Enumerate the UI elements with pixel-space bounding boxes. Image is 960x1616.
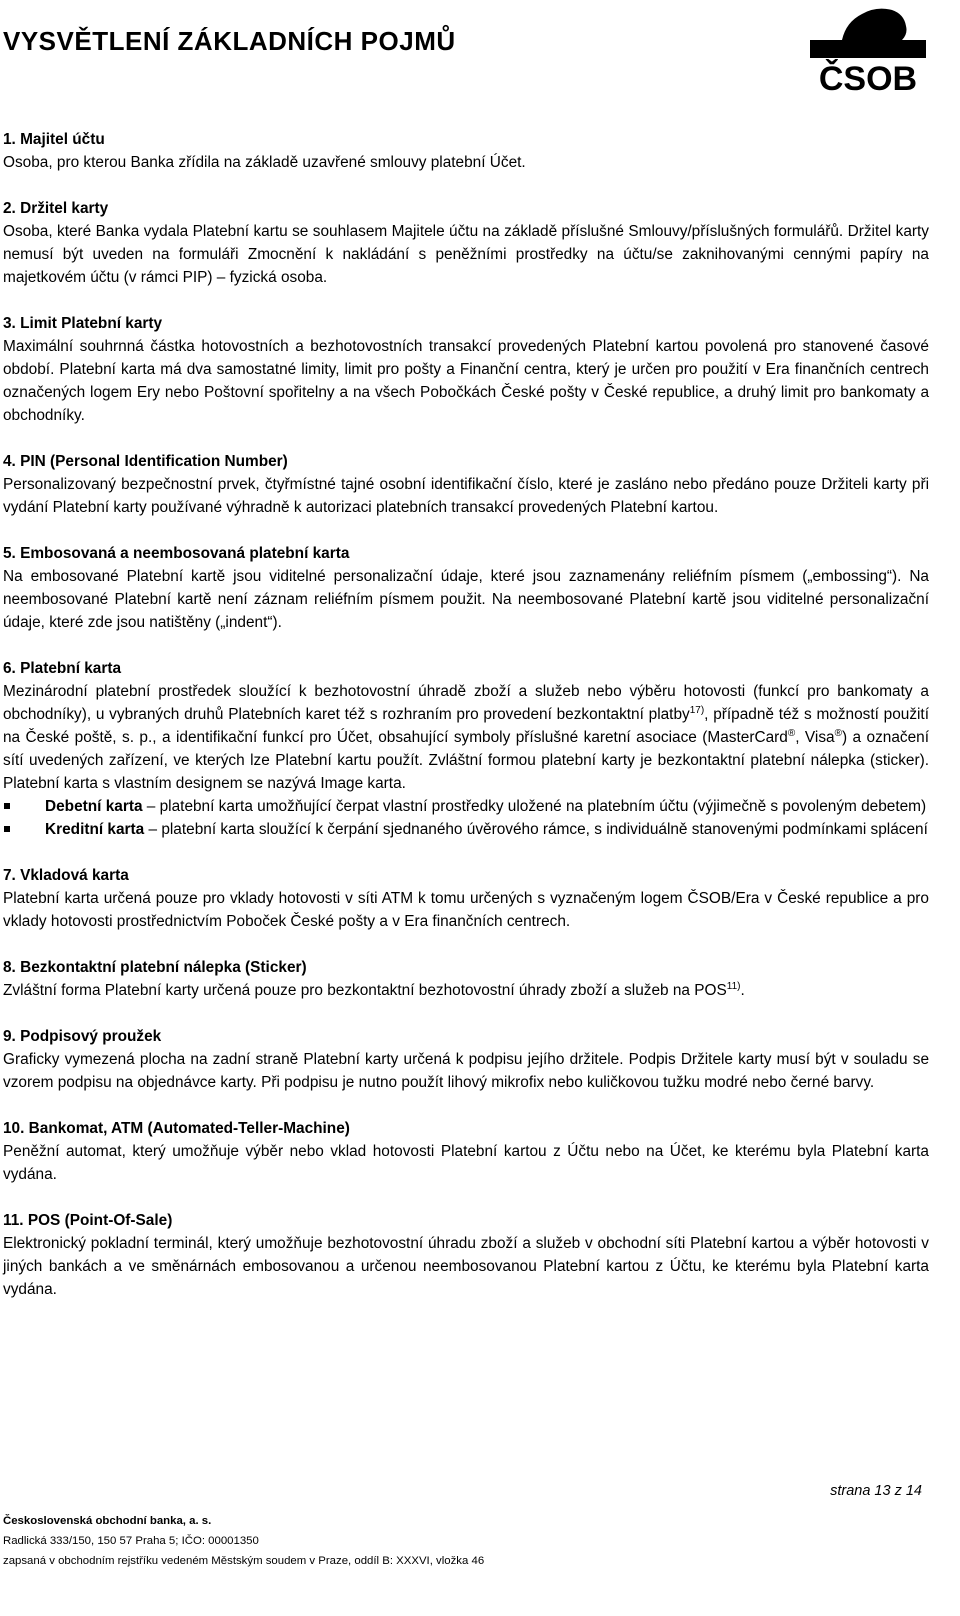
section-heading: 7. Vkladová karta bbox=[3, 867, 129, 884]
section-text: Peněžní automat, který umožňuje výběr nebo vklad hotovosti Platební kartou z Účtu nebo na Účet, ke kterému byla Platební karta vydána. bbox=[3, 1143, 929, 1183]
csob-logo bbox=[806, 4, 930, 94]
text-part: , Visa bbox=[795, 729, 835, 746]
section-text: Na embosované Platební kartě jsou viditelné personalizační údaje, které jsou zaznamenány reliéfním písmem („embossing“). Na neembosované Platební kartě není záznam reliéfním písmem použit. Na neembosované Platební kartě jsou viditelné personalizační údaje, které zde jsou natištěny („indent“). bbox=[3, 568, 929, 631]
section-1 bbox=[3, 128, 929, 174]
list-item bbox=[3, 818, 929, 841]
section-text bbox=[3, 680, 929, 795]
section-heading: 5. Embosovaná a neembosovaná platební karta bbox=[3, 545, 350, 562]
section-11 bbox=[3, 1209, 929, 1301]
section-3 bbox=[3, 312, 929, 427]
section-6 bbox=[3, 657, 929, 841]
section-7 bbox=[3, 864, 929, 933]
section-text: Personalizovaný bezpečnostní prvek, čtyřmístné tajné osobní identifikační číslo, které je zasláno nebo předáno pouze Držiteli karty při vydání Platební karty používané výhradně k autorizaci platebních transakcí provedených Platební kartou. bbox=[3, 476, 929, 516]
section-heading: 4. PIN (Personal Identification Number) bbox=[3, 453, 288, 470]
text-part: . bbox=[740, 982, 745, 999]
definitions bbox=[3, 128, 929, 1324]
company-registry: zapsaná v obchodním rejstříku vedeném Městským soudem v Praze, oddíl B: XXXVI, vložka 46 bbox=[3, 1555, 485, 1567]
section-text: Platební karta určená pouze pro vklady hotovosti v síti ATM k tomu určených s vyznačeným logem ČSOB/Era v České republice a pro vklady hotovosti prostřednictvím Poboček České pošty a v Era finančních centrech. bbox=[3, 890, 929, 930]
text-part: , případně též s možností použití na České poště, s. p., a identifikační funkcí pro Účet, obsahující symboly příslušné karetní asociace (MasterCard bbox=[3, 706, 929, 746]
section-2 bbox=[3, 197, 929, 289]
card-types-list bbox=[3, 795, 929, 841]
section-text: Osoba, pro kterou Banka zřídila na základě uzavřené smlouvy platební Účet. bbox=[3, 154, 526, 171]
section-text: Elektronický pokladní terminál, který umožňuje bezhotovostní úhradu zboží a služeb v obchodní síti Platební kartou a výběr hotovosti v jiných bankách a ve směnárnách embosovanou a určenou neembosovanou Platební kartou z Účtu, ke kterému byla Platební karta vydána. bbox=[3, 1235, 929, 1298]
text-part: Mezinárodní platební prostředek sloužící k bezhotovostní úhradě zboží a služeb nebo výběru hotovosti (funkcí pro bankomaty a obchodníky), u vybraných druhů Platebních karet též s rozhraním pro provedení bezkontaktní platby bbox=[3, 683, 929, 723]
company-name: Československá obchodní banka, a. s. bbox=[3, 1515, 212, 1527]
text-part: ) a označení sítí uvedených zařízení, ve kterých lze Platební kartu použít. Zvláštní formou platební karty je bezkontaktní platební nálepka (sticker). Platební karta s vlastním designem se nazývá Image karta. bbox=[3, 729, 930, 792]
section-text: Graficky vymezená plocha na zadní straně Platební karty určená k podpisu jejího držitele. Podpis Držitele karty musí být v souladu se vzorem podpisu na objednávce karty. Při podpisu je nutno použít lihový mikrofix nebo kuličkovou tužku modré nebo černé barvy. bbox=[3, 1051, 929, 1091]
footnote-ref: 11) bbox=[726, 981, 741, 992]
footer-company-info bbox=[3, 1511, 484, 1571]
section-9 bbox=[3, 1025, 929, 1094]
logo-bar bbox=[810, 40, 926, 58]
section-5 bbox=[3, 542, 929, 634]
page-title: VYSVĚTLENÍ ZÁKLADNÍCH POJMŮ bbox=[3, 26, 456, 56]
logo-text: ČSOB bbox=[818, 60, 918, 94]
text-part: Zvláštní forma Platební karty určená pouze pro bezkontaktní bezhotovostní úhrady zboží a služeb na POS bbox=[3, 982, 727, 999]
section-8 bbox=[3, 956, 929, 1002]
section-heading: 6. Platební karta bbox=[3, 660, 122, 677]
section-heading: 10. Bankomat, ATM (Automated-Teller-Machine) bbox=[3, 1120, 350, 1137]
term-description: – platební karta umožňující čerpat vlastní prostředky uložené na platebním účtu (výjimečně s povoleným debetem) bbox=[142, 798, 927, 815]
section-heading: 8. Bezkontaktní platební nálepka (Sticker) bbox=[3, 959, 307, 976]
list-item bbox=[3, 795, 929, 818]
section-text: Maximální souhrnná částka hotovostních a bezhotovostních transakcí provedených Platební kartou povolená pro stanovené časové období. Platební karta má dva samostatné limity, limit pro pošty a Finanční centra, který je určen pro použití v Era finančních centrech označených logem Ery nebo Poštovní spořitelny a na všech Pobočkách České pošty v České republice, a druhý limit pro bankomaty a obchodníky. bbox=[3, 338, 929, 424]
term-description: – platební karta sloužící k čerpání sjednaného úvěrového rámce, s individuálně stanovenými podmínkami splácení bbox=[144, 821, 928, 838]
page-number: strana 13 z 14 bbox=[830, 1483, 922, 1499]
company-address: Radlická 333/150, 150 57 Praha 5; IČO: 00001350 bbox=[3, 1535, 259, 1547]
section-heading: 2. Držitel karty bbox=[3, 200, 109, 217]
registered-mark: ® bbox=[787, 728, 796, 739]
section-heading: 11. POS (Point-Of-Sale) bbox=[3, 1212, 173, 1229]
section-text: Osoba, které Banka vydala Platební kartu se souhlasem Majitele účtu na základě příslušné Smlouvy/příslušných formulářů. Držitel karty nemusí být uveden na formuláři Zmocnění k nakládání s peněžními prostředky na účtu/se zaknihovanými cennými papíry na majetkovém účtu (v rámci PIP) – fyzická osoba. bbox=[3, 223, 929, 286]
footnote-ref: 17) bbox=[689, 705, 705, 716]
section-heading: 3. Limit Platební karty bbox=[3, 315, 163, 332]
section-10 bbox=[3, 1117, 929, 1186]
registered-mark: ® bbox=[834, 728, 842, 739]
section-heading: 1. Majitel účtu bbox=[3, 131, 105, 148]
section-heading: 9. Podpisový proužek bbox=[3, 1028, 162, 1045]
term: Debetní karta bbox=[45, 798, 143, 815]
section-text bbox=[3, 979, 929, 1002]
section-4 bbox=[3, 450, 929, 519]
logo-mark bbox=[842, 9, 907, 40]
term: Kreditní karta bbox=[45, 821, 145, 838]
